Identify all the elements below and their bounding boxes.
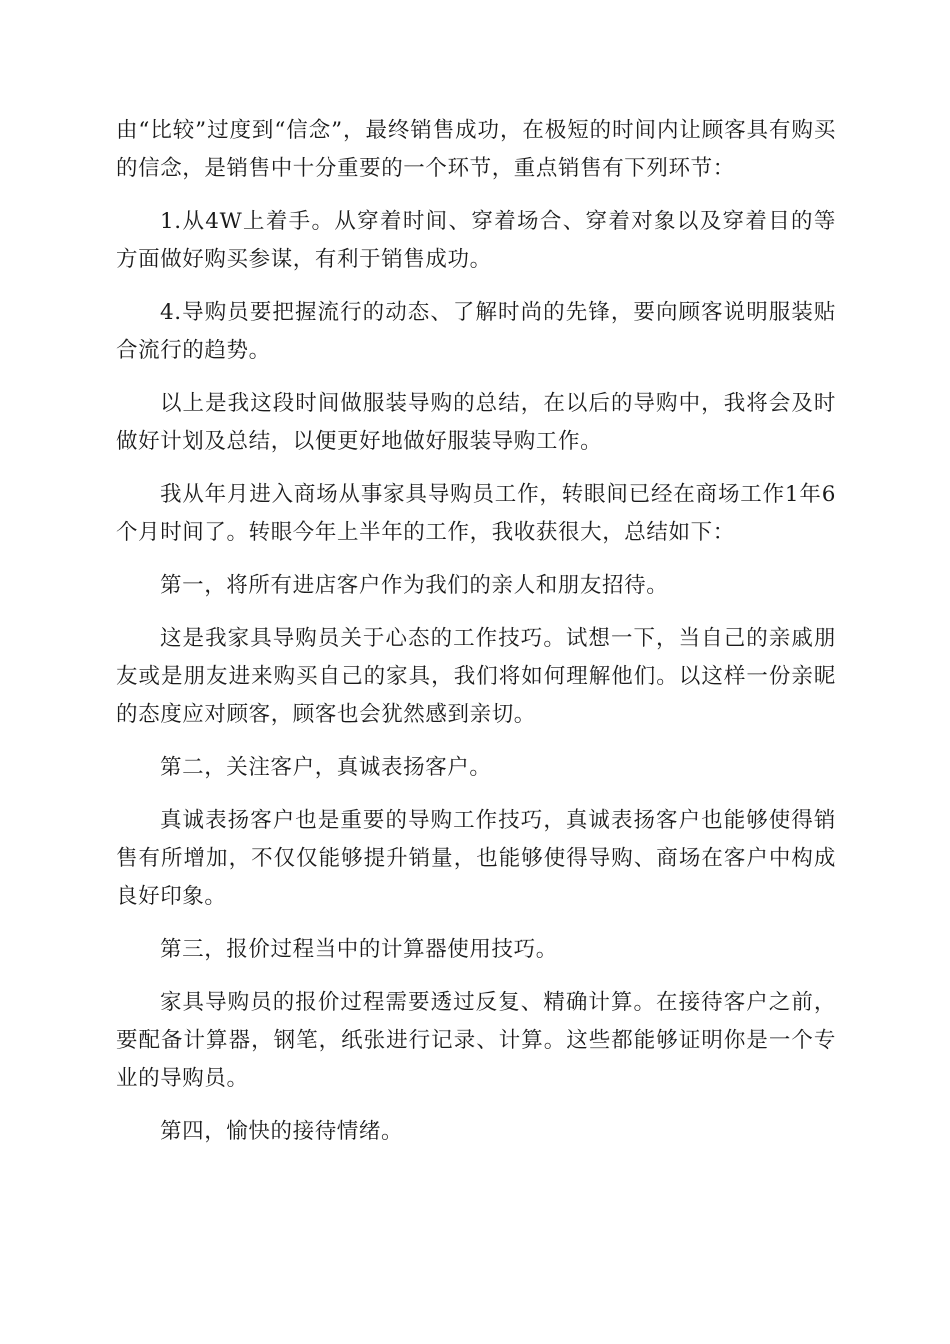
- paragraph-point-4: 4.导购员要把握流行的动态、了解时尚的先锋，要向顾客说明服装贴合流行的趋势。: [116, 300, 836, 363]
- paragraph-furniture-intro: 我从年月进入商场从事家具导购员工作，转眼间已经在商场工作1年6个月时间了。转眼今年上半年的工作，我收获很大，总结如下：: [116, 482, 836, 545]
- paragraph-first-detail: 这是我家具导购员关于心态的工作技巧。试想一下，当自己的亲戚朋友或是朋友进来购买自己的家具，我们将如何理解他们。以这样一份亲昵的态度应对顾客，顾客也会犹然感到亲切。: [116, 626, 836, 727]
- heading-first: 第一，将所有进店客户作为我们的亲人和朋友招待。: [160, 573, 669, 598]
- paragraph-second-detail: 真诚表扬客户也是重要的导购工作技巧，真诚表扬客户也能够使得销售有所增加，不仅仅能够提升销量，也能够使得导购、商场在客户中构成良好印象。: [116, 808, 836, 909]
- document-body: [116, 112, 836, 1166]
- paragraph-summary: 以上是我这段时间做服装导购的总结，在以后的导购中，我将会及时做好计划及总结，以便更好地做好服装导购工作。: [116, 391, 836, 454]
- heading-third: 第三，报价过程当中的计算器使用技巧。: [160, 937, 558, 962]
- heading-fourth: 第四，愉快的接待情绪。: [160, 1119, 404, 1144]
- paragraph-intro: 由“比较”过度到“信念”，最终销售成功，在极短的时间内让顾客具有购买的信念，是销售中十分重要的一个环节，重点销售有下列环节：: [116, 118, 836, 181]
- paragraph-point-1: 1.从4W上着手。从穿着时间、穿着场合、穿着对象以及穿着目的等方面做好购买参谋，有利于销售成功。: [116, 209, 836, 272]
- paragraph-third-detail: 家具导购员的报价过程需要透过反复、精确计算。在接待客户之前，要配备计算器，钢笔，纸张进行记录、计算。这些都能够证明你是一个专业的导购员。: [116, 990, 836, 1091]
- heading-second: 第二，关注客户，真诚表扬客户。: [160, 755, 492, 780]
